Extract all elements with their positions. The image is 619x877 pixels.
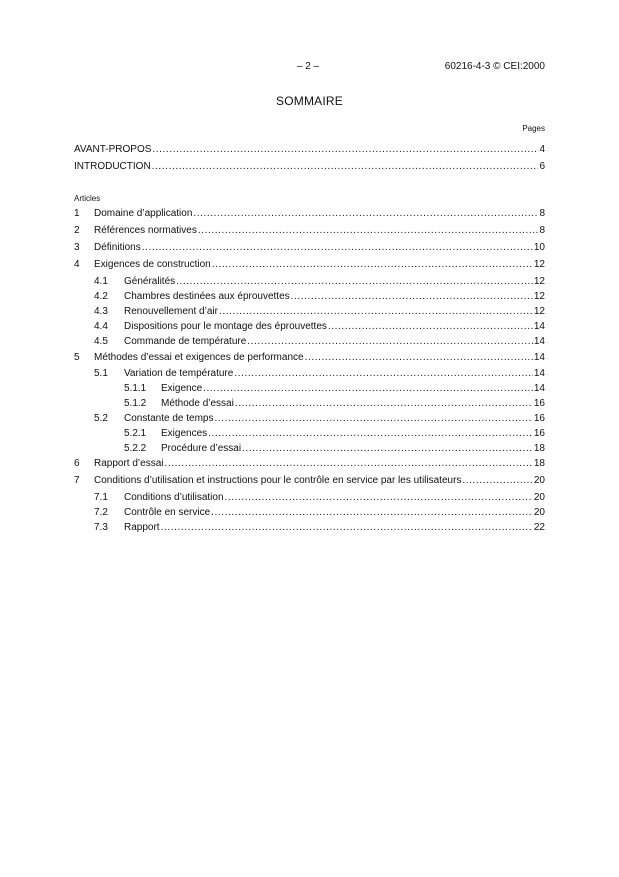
toc-entry-number: 5.2.2 [124, 443, 147, 454]
toc-entry-number: 4.1 [94, 276, 108, 287]
toc-leader-dots [219, 304, 533, 320]
toc-leader-dots [152, 159, 539, 175]
toc-entry-label: AVANT-PROPOS [74, 144, 152, 155]
toc-entry-label: Chambres destinées aux éprouvettes [124, 291, 290, 302]
page-title: SOMMAIRE [276, 94, 343, 108]
toc-entry-number: 5.2 [94, 413, 108, 424]
toc-leader-dots [208, 426, 533, 442]
toc-entry-number: 7 [74, 475, 80, 486]
toc-entry-avant-propos [74, 142, 545, 158]
toc-leader-dots [291, 289, 533, 305]
toc-leader-dots [212, 257, 533, 273]
toc-entry-label: Variation de température [124, 368, 234, 379]
toc-entry-number: 5.1.1 [124, 383, 147, 394]
pages-column-label: Pages [522, 124, 545, 133]
toc-entry [94, 411, 545, 427]
toc-leader-dots [305, 350, 533, 366]
toc-entry-page: 20 [533, 492, 545, 503]
toc-entry-page: 4 [539, 144, 545, 155]
toc-leader-dots [215, 411, 533, 427]
toc-entry-introduction [74, 159, 545, 175]
toc-entry [94, 274, 545, 290]
toc-entry-label: Méthode d’essai [161, 398, 234, 409]
toc-entry-label: Exigences [161, 428, 208, 439]
toc-entry-number: 4 [74, 259, 80, 270]
toc-entry-label: Constante de temps [124, 413, 214, 424]
toc-entry [94, 490, 545, 506]
toc-leader-dots [247, 334, 533, 350]
toc-entry-label: Conditions d’utilisation [124, 492, 224, 503]
toc-entry [74, 206, 545, 222]
toc-leader-dots [152, 142, 538, 158]
toc-entry [74, 240, 545, 256]
toc-entry-page: 16 [533, 428, 545, 439]
toc-leader-dots [176, 274, 533, 290]
toc-entry-number: 6 [74, 458, 80, 469]
toc-entry-label: Contrôle en service [124, 507, 211, 518]
toc-leader-dots [242, 441, 533, 457]
toc-entry-page: 14 [533, 383, 545, 394]
toc-entry-label: Procédure d’essai [161, 443, 242, 454]
toc-entry-page: 10 [533, 242, 545, 253]
toc-entry-label: Conditions d’utilisation et instructions pour le contrôle en service par les utilisateurs [94, 475, 462, 486]
toc-entry-page: 22 [533, 522, 545, 533]
toc-entry-label: Références normatives [94, 225, 197, 236]
toc-entry-number: 7.3 [94, 522, 108, 533]
toc-entry-page: 20 [533, 475, 545, 486]
toc-entry-page: 12 [533, 259, 545, 270]
toc-leader-dots [203, 381, 533, 397]
toc-entry-page: 8 [539, 208, 545, 219]
toc-entry [94, 366, 545, 382]
toc-entry [124, 441, 545, 457]
toc-entry [124, 426, 545, 442]
toc-leader-dots [164, 456, 532, 472]
toc-leader-dots [462, 473, 532, 489]
toc-entry-label: Dispositions pour le montage des éprouvettes [124, 321, 327, 332]
toc-entry [94, 334, 545, 350]
toc-entry-page: 14 [533, 368, 545, 379]
toc-entry-page: 12 [533, 291, 545, 302]
toc-entry [94, 505, 545, 521]
toc-leader-dots [142, 240, 533, 256]
toc-entry [74, 257, 545, 273]
toc-entry [74, 456, 545, 472]
toc-entry-page: 18 [533, 458, 545, 469]
toc-entry [74, 223, 545, 239]
toc-entry-number: 4.5 [94, 336, 108, 347]
toc-entry-label: Généralités [124, 276, 176, 287]
toc-entry-page: 20 [533, 507, 545, 518]
toc-entry-page: 14 [533, 336, 545, 347]
toc-entry-number: 4.2 [94, 291, 108, 302]
toc-entry-number: 7.2 [94, 507, 108, 518]
toc-entry [94, 319, 545, 335]
toc-entry [94, 289, 545, 305]
toc-leader-dots [198, 223, 539, 239]
toc-entry-label: Méthodes d’essai et exigences de performance [94, 352, 304, 363]
toc-entry-label: Exigence [161, 383, 203, 394]
toc-entry-page: 18 [533, 443, 545, 454]
toc-leader-dots [193, 206, 538, 222]
toc-entry-label: Commande de température [124, 336, 247, 347]
toc-entry-page: 14 [533, 352, 545, 363]
document-reference: 60216-4-3 © CEI:2000 [444, 61, 545, 72]
toc-entry-page: 16 [533, 398, 545, 409]
toc-entry [94, 304, 545, 320]
toc-entry-label: INTRODUCTION [74, 161, 151, 172]
toc-entry-label: Renouvellement d’air [124, 306, 218, 317]
toc-entry-page: 12 [533, 306, 545, 317]
toc-entry [94, 520, 545, 536]
toc-entry [124, 396, 545, 412]
toc-leader-dots [234, 366, 533, 382]
toc-entry [124, 381, 545, 397]
toc-entry-number: 7.1 [94, 492, 108, 503]
toc-leader-dots [235, 396, 533, 412]
toc-entry-page: 6 [539, 161, 545, 172]
toc-entry-label: Rapport d’essai [94, 458, 164, 469]
toc-entry-number: 5.2.1 [124, 428, 147, 439]
toc-entry [74, 473, 545, 489]
toc-entry-number: 1 [74, 208, 80, 219]
toc-entry-page: 14 [533, 321, 545, 332]
toc-entry-number: 2 [74, 225, 80, 236]
toc-entry-label: Rapport [124, 522, 160, 533]
toc-entry-page: 8 [539, 225, 545, 236]
toc-entry-label: Domaine d’application [94, 208, 193, 219]
toc-entry-number: 5.1 [94, 368, 108, 379]
toc-entry-number: 3 [74, 242, 80, 253]
toc-entry [74, 350, 545, 366]
toc-entry-number: 5 [74, 352, 80, 363]
page-number: – 2 – [296, 61, 320, 72]
toc-leader-dots [161, 520, 533, 536]
toc-leader-dots [211, 505, 533, 521]
articles-label: Articles [74, 194, 101, 203]
toc-entry-label: Exigences de construction [94, 259, 211, 270]
toc-entry-label: Définitions [94, 242, 141, 253]
toc-entry-page: 16 [533, 413, 545, 424]
toc-entry-number: 4.3 [94, 306, 108, 317]
toc-entry-page: 12 [533, 276, 545, 287]
toc-leader-dots [225, 490, 533, 506]
toc-entry-number: 4.4 [94, 321, 108, 332]
toc-leader-dots [328, 319, 533, 335]
toc-entry-number: 5.1.2 [124, 398, 147, 409]
